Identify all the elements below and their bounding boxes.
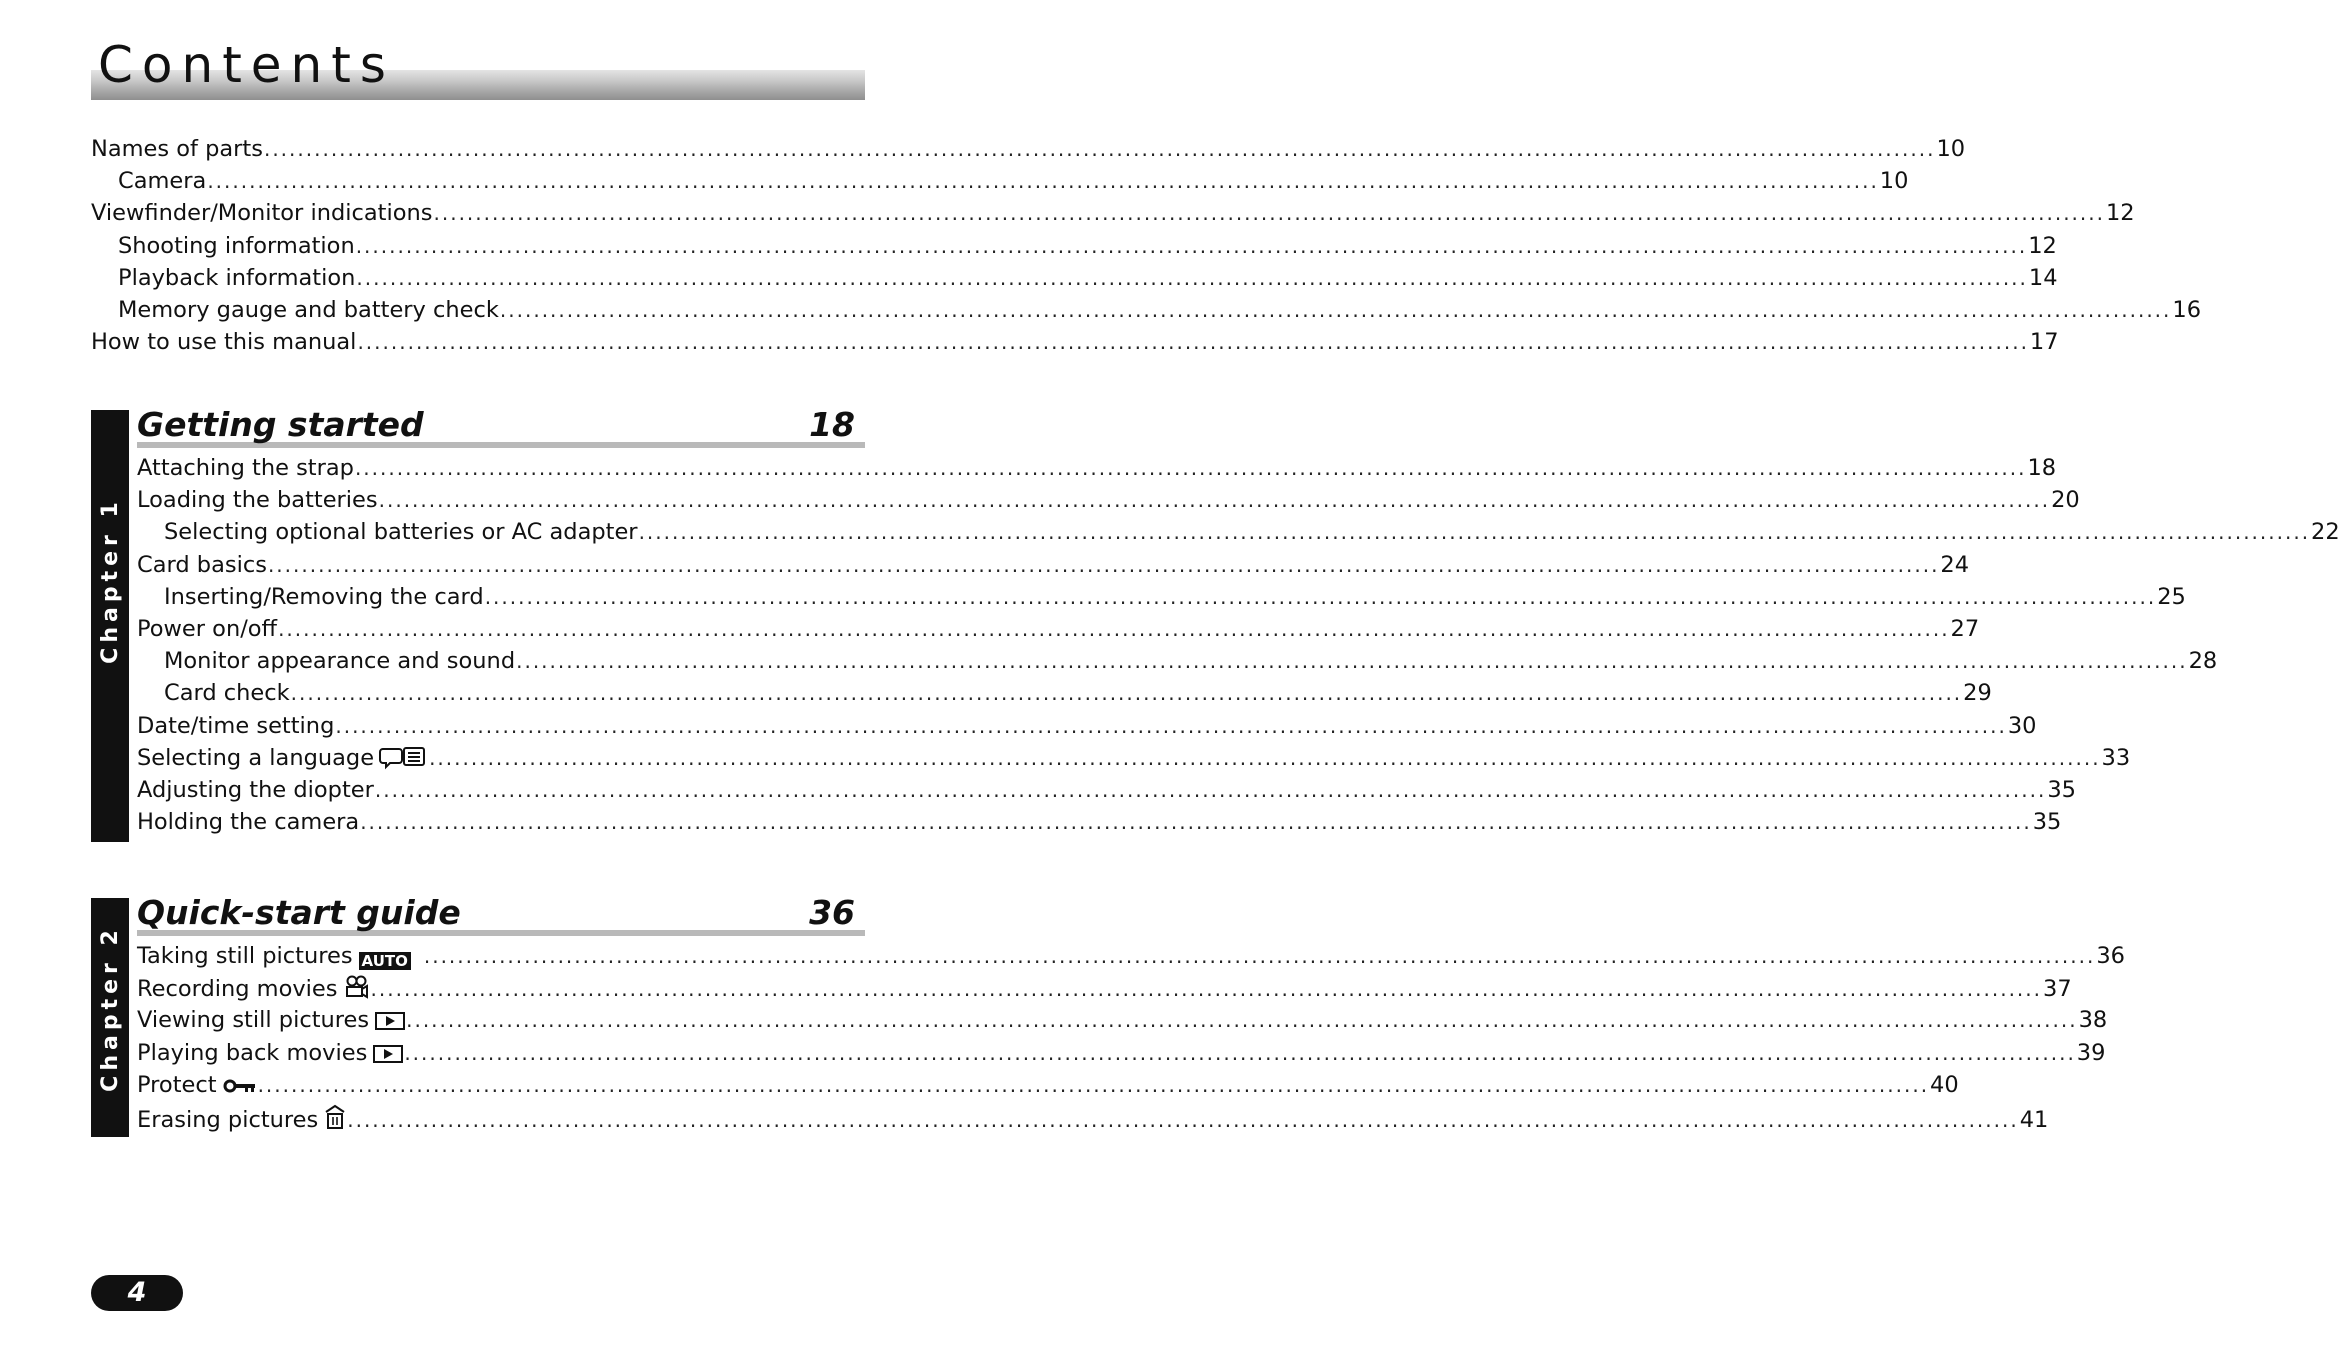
toc-entry[interactable] (137, 549, 1970, 581)
toc-entry-page: 35 (2047, 777, 2076, 803)
toc-entry[interactable] (137, 1004, 2108, 1036)
dot-leader: ........................................................................................................................................................................................................ (263, 137, 1936, 161)
toc-entry[interactable] (118, 230, 2057, 262)
dot-leader: ........................................................................................................................................................................................................ (374, 778, 2047, 802)
chapter-tab-label: Chapter 1 (97, 496, 123, 664)
chapter-title: Getting started (137, 405, 424, 444)
toc-entry-page: 40 (1930, 1071, 1959, 1098)
toc-entry-page: 25 (2157, 583, 2186, 610)
toc-entry[interactable] (164, 516, 2340, 548)
dot-leader: ........................................................................................................................................................................................................ (207, 169, 1879, 194)
toc-entry-label: Shooting information (118, 232, 355, 259)
chapter-tab-label-wrap (91, 918, 129, 1098)
chapter-page: 36 (809, 893, 855, 932)
toc-entry-page: 24 (1940, 551, 1970, 578)
toc-entry-page: 33 (2101, 744, 2131, 771)
toc-entry-page: 16 (2172, 297, 2202, 323)
toc-entry[interactable] (118, 262, 2058, 294)
toc-entry[interactable] (164, 645, 2218, 677)
toc-entry[interactable] (118, 294, 2202, 326)
toc-entry[interactable] (91, 197, 2135, 229)
dot-leader: ........................................................................................................................................................................................................ (429, 745, 2101, 770)
page-number: 4 (127, 1277, 147, 1308)
toc-entry-label: Selecting optional batteries or AC adapter (164, 519, 638, 546)
toc-entry-label: Attaching the strap (137, 455, 354, 481)
toc-entry-page: 17 (2029, 329, 2059, 356)
chapter-tab-label: Chapter 2 (97, 924, 123, 1092)
toc-entry-page: 27 (1950, 616, 1980, 642)
playback-icon (375, 1012, 405, 1030)
chapter-heading[interactable] (137, 892, 865, 936)
dot-leader: ........................................................................................................................................................................................................ (267, 552, 1940, 577)
language-icon (380, 746, 428, 768)
toc-entry-label: Playback information (118, 264, 356, 291)
dot-leader: ........................................................................................................................................................................................................ (360, 810, 2032, 835)
toc-entry[interactable] (118, 165, 1909, 197)
toc-entry[interactable] (91, 133, 1966, 165)
toc-entry-page: 38 (2078, 1007, 2108, 1034)
toc-entry-label: How to use this manual (91, 329, 357, 356)
dot-leader: ........................................................................................................................................................................................................ (347, 1108, 2019, 1132)
toc-entry-label: Card basics (137, 551, 267, 578)
toc-entry-label: Protect (137, 1071, 217, 1098)
toc-entry-page: 30 (2007, 712, 2037, 739)
toc-entry[interactable] (164, 677, 1992, 709)
dot-leader: ........................................................................................................................................................................................................ (278, 617, 1950, 641)
toc-entry-page: 28 (2188, 648, 2218, 675)
toc-entry[interactable] (137, 972, 2072, 1004)
toc-entry-page: 12 (2105, 200, 2135, 227)
dot-leader: ........................................................................................................................................................................................................ (484, 584, 2157, 609)
page-title: Contents (98, 36, 395, 94)
dot-leader: ........................................................................................................................................................................................................ (354, 456, 2027, 480)
toc-entry-label: Monitor appearance and sound (164, 648, 516, 675)
dot-leader: ........................................................................................................................................................................................................ (423, 944, 2096, 968)
toc-entry[interactable] (137, 742, 2131, 774)
toc-entry-label: Recording movies (137, 976, 338, 1003)
toc-entry-label: Loading the batteries (137, 487, 378, 514)
toc-entry[interactable] (137, 710, 2037, 742)
toc-entry-page: 29 (1963, 680, 1992, 707)
toc-entry-label: Date/time setting (137, 712, 335, 739)
toc-entry[interactable] (137, 1037, 2106, 1069)
dot-leader: ........................................................................................................................................................................................................ (290, 681, 1963, 706)
toc-entry[interactable] (137, 1069, 1959, 1101)
toc-entry[interactable] (137, 613, 1980, 645)
toc-entry-label: Selecting a language (137, 744, 375, 771)
chapter-tab-label-wrap (91, 430, 129, 730)
toc-entry-page: 39 (2076, 1039, 2106, 1066)
toc-entry[interactable] (137, 774, 2076, 806)
dot-leader: ........................................................................................................................................................................................................ (433, 201, 2105, 226)
toc-entry[interactable] (137, 452, 2057, 484)
toc-entry-label: Playing back movies (137, 1039, 368, 1066)
toc-entry-label: Inserting/Removing the card (164, 583, 484, 610)
dot-leader: ........................................................................................................................................................................................................ (357, 330, 2029, 355)
dot-leader: ........................................................................................................................................................................................................ (355, 233, 2028, 258)
chapter-heading[interactable] (137, 404, 865, 448)
dot-leader: ........................................................................................................................................................................................................ (257, 1072, 1930, 1097)
toc-entry-label: Names of parts (91, 136, 263, 162)
auto-mode-icon: AUTO (359, 952, 411, 970)
dot-leader: ........................................................................................................................................................................................................ (335, 713, 2007, 738)
dot-leader: ........................................................................................................................................................................................................ (516, 649, 2188, 674)
movie-camera-icon (344, 975, 370, 999)
toc-entry-label: Power on/off (137, 616, 278, 642)
toc-entry-page: 14 (2028, 264, 2058, 291)
toc-entry-label: Memory gauge and battery check (118, 297, 499, 323)
toc-entry[interactable] (137, 484, 2080, 516)
chapter-title: Quick-start guide (137, 893, 461, 932)
toc-entry-page: 36 (2096, 943, 2125, 969)
toc-entry-label: Camera (118, 168, 207, 195)
chapter-page: 18 (809, 405, 855, 444)
toc-entry-page: 35 (2032, 809, 2062, 836)
toc-entry-label: Holding the camera (137, 809, 360, 836)
dot-leader: ........................................................................................................................................................................................................ (378, 488, 2051, 513)
toc-entry[interactable] (164, 581, 2186, 613)
toc-entry-page: 37 (2043, 976, 2072, 1003)
dot-leader: ........................................................................................................................................................................................................ (499, 298, 2172, 322)
dot-leader: ........................................................................................................................................................................................................ (356, 265, 2028, 290)
toc-entry-label: Viewfinder/Monitor indications (91, 200, 433, 227)
toc-entry-page: 10 (1879, 168, 1909, 195)
toc-entry[interactable] (137, 1101, 2049, 1133)
playback-icon (373, 1045, 403, 1063)
dot-leader: ........................................................................................................................................................................................................ (370, 977, 2042, 1002)
dot-leader: ........................................................................................................................................................................................................ (404, 1040, 2076, 1065)
toc-entry[interactable] (137, 806, 2062, 838)
key-icon (223, 1077, 257, 1095)
dot-leader: ........................................................................................................................................................................................................ (638, 520, 2311, 545)
toc-entry-label: Adjusting the diopter (137, 777, 374, 803)
toc-entry-page: 18 (2027, 455, 2057, 481)
toc-entry[interactable] (91, 326, 2059, 358)
toc-entry-label: Card check (164, 680, 290, 707)
trash-icon (324, 1104, 346, 1130)
toc-entry-label: Erasing pictures (137, 1107, 319, 1133)
toc-entry-label: Taking still pictures (137, 943, 353, 969)
toc-entry-page: 20 (2051, 487, 2080, 514)
toc-entry[interactable] (137, 940, 2125, 972)
toc-entry-label: Viewing still pictures (137, 1007, 370, 1034)
toc-entry-page: 41 (2019, 1107, 2049, 1133)
toc-entry-page: 12 (2028, 232, 2057, 259)
toc-entry-page: 10 (1936, 136, 1966, 162)
toc-entry-page: 22 (2311, 519, 2340, 546)
dot-leader: ........................................................................................................................................................................................................ (406, 1008, 2078, 1033)
